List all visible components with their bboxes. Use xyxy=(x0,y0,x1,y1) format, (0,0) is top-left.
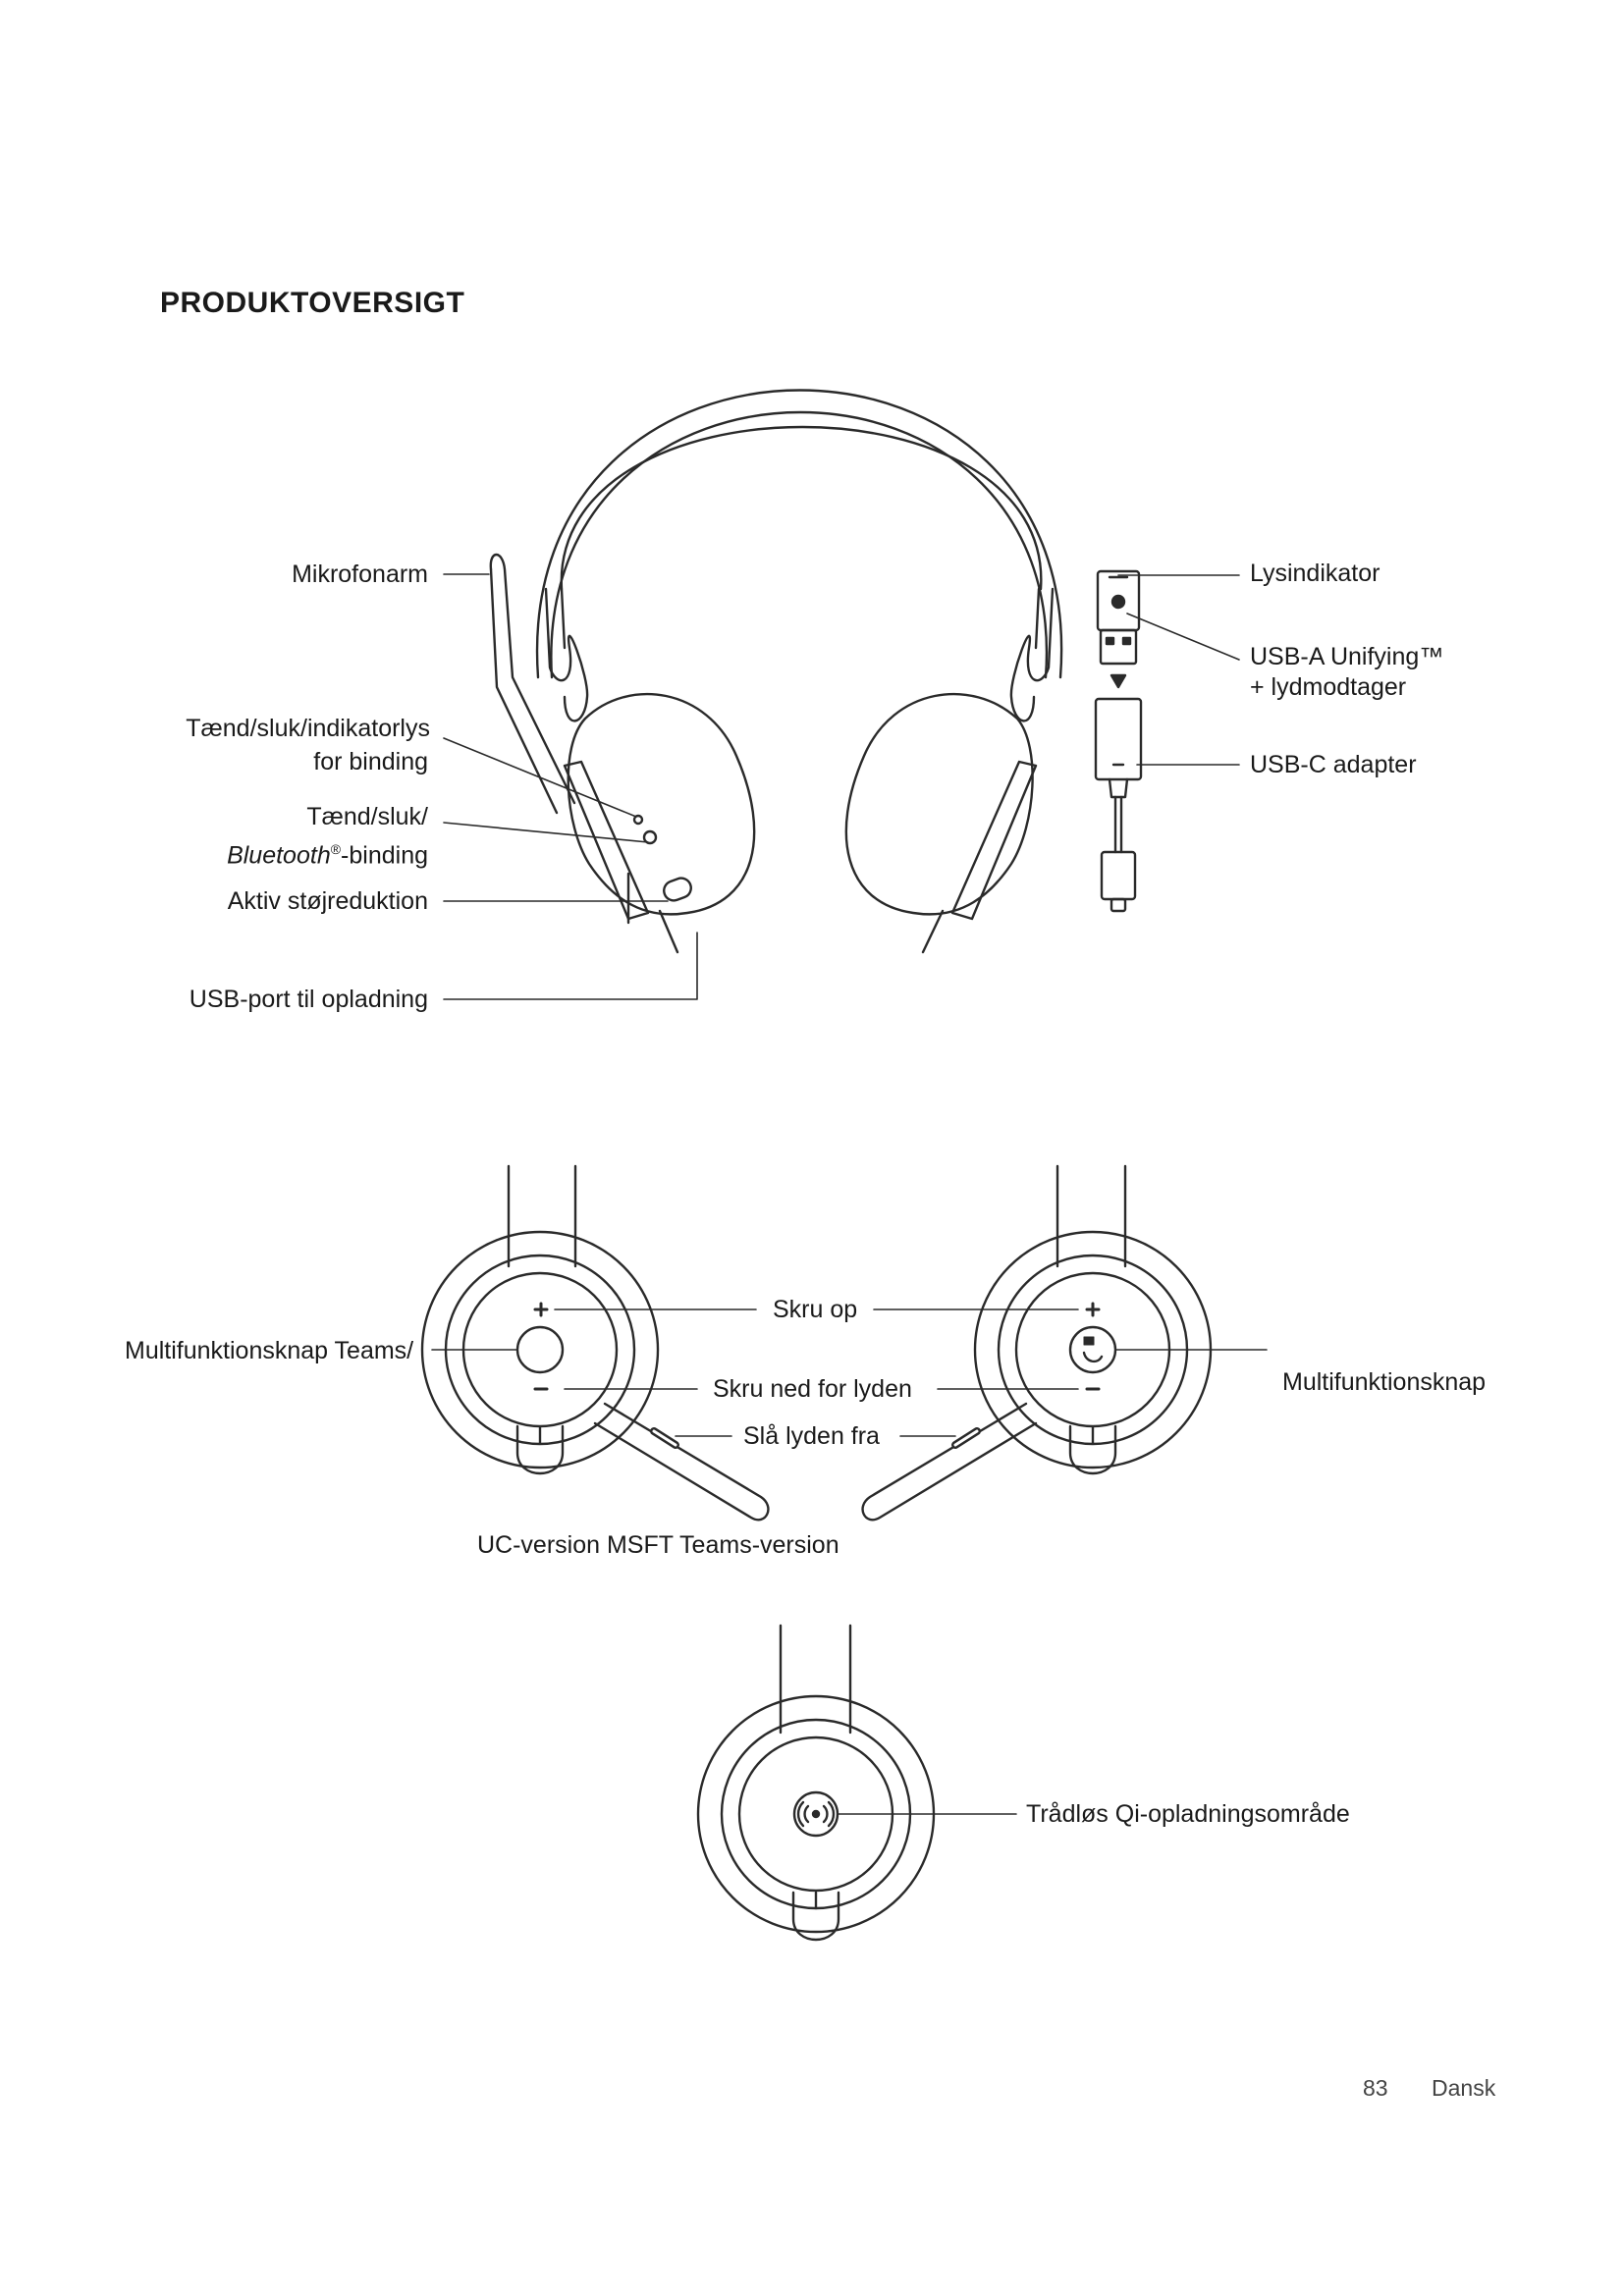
label-bluetooth-reg: ® xyxy=(330,841,342,857)
label-volume-up: Skru op xyxy=(773,1296,858,1323)
label-multifunction: Multifunktionsknap xyxy=(1282,1368,1487,1396)
label-receiver-line1: USB-A Unifying™ xyxy=(1250,643,1444,670)
label-mute: Slå lyden fra xyxy=(743,1422,880,1450)
teams-earcup-illustration xyxy=(863,1166,1211,1520)
page-title: PRODUKTOVERSIGT xyxy=(160,287,465,319)
label-anc: Aktiv støjreduktion xyxy=(227,887,428,915)
label-mic-arm: Mikrofonarm xyxy=(292,561,428,588)
label-led: Lysindikator xyxy=(1250,560,1380,587)
page-number: 83 xyxy=(1363,2075,1388,2101)
label-usb-port: USB-port til opladning xyxy=(189,986,428,1013)
label-volume-down: Skru ned for lyden xyxy=(713,1375,912,1403)
headset-illustration xyxy=(491,391,1061,953)
uc-earcup-illustration xyxy=(422,1166,768,1520)
label-receiver-line2: + lydmodtager xyxy=(1250,673,1407,701)
label-multifunction-teams: Multifunktionsknap Teams/ xyxy=(125,1337,414,1364)
label-power-indicator-line1: Tænd/sluk/indikatorlys xyxy=(186,715,430,742)
label-qi-charging: Trådløs Qi-opladningsområde xyxy=(1026,1800,1350,1828)
label-usbc-adapter: USB-C adapter xyxy=(1250,751,1417,778)
label-bluetooth-line1: Tænd/sluk/ xyxy=(306,803,428,830)
label-power-indicator-line2: for binding xyxy=(313,748,428,775)
qi-earcup-illustration xyxy=(698,1626,934,1940)
label-bluetooth-suffix: -binding xyxy=(341,841,428,870)
usb-receiver-illustration xyxy=(1096,571,1141,911)
footer-language: Dansk xyxy=(1432,2075,1496,2101)
label-bluetooth-line2 xyxy=(227,833,428,871)
label-bluetooth-brand: Bluetooth xyxy=(227,841,331,870)
label-versions: UC-version MSFT Teams-version xyxy=(477,1531,839,1559)
